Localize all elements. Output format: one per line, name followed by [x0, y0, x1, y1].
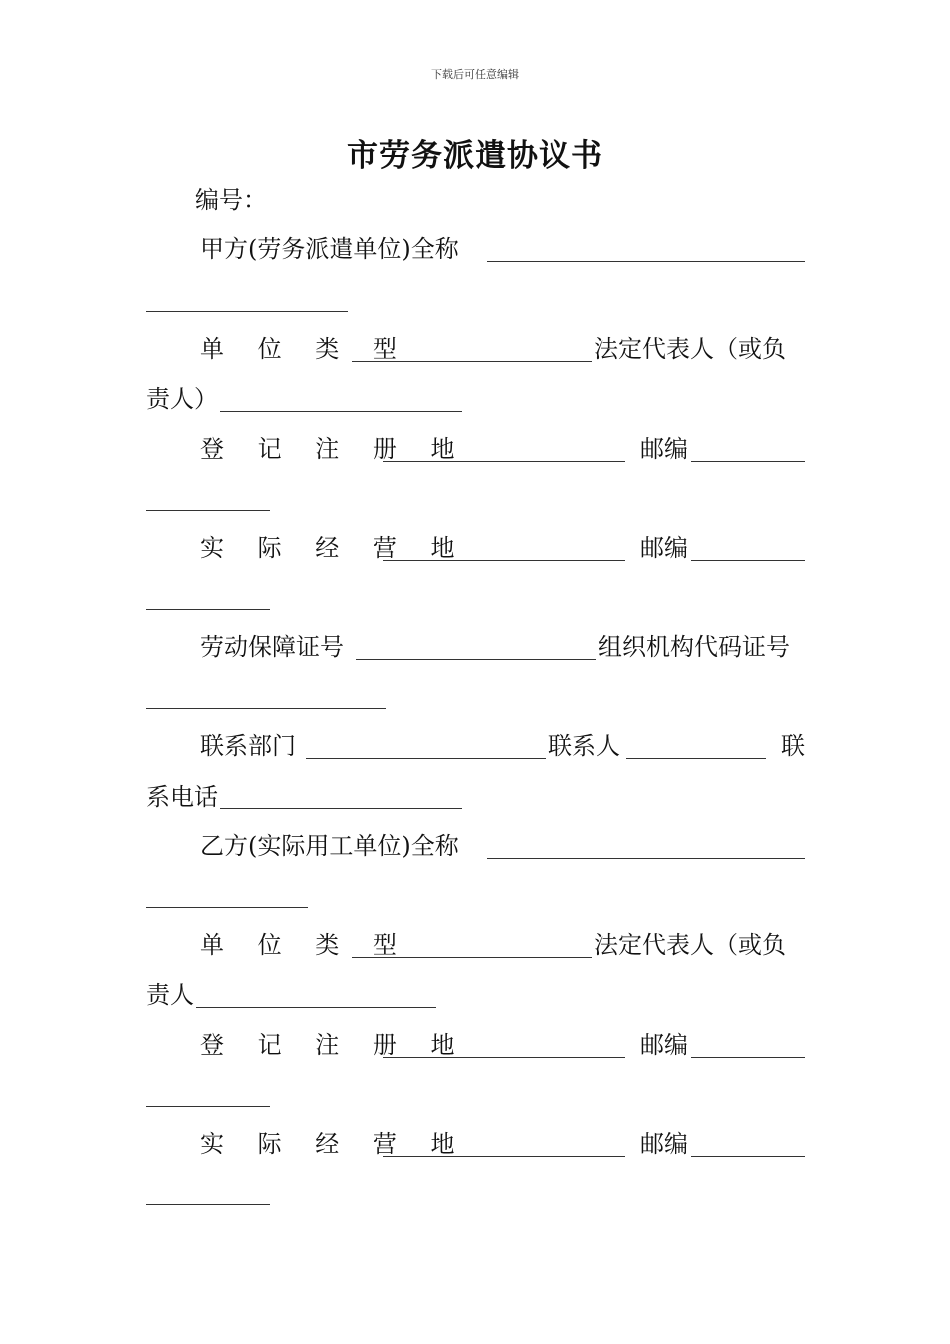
party-a-reg-address-blank[interactable] — [383, 461, 625, 462]
party-b-legal-rep-cont: 责人 — [146, 981, 194, 1009]
party-a-full-name-blank[interactable] — [487, 261, 805, 262]
party-b-full-name-blank[interactable] — [487, 858, 805, 859]
party-a-contact-phone-label-b: 系电话 — [146, 783, 218, 811]
number-label: 编号： — [195, 186, 267, 214]
party-b-postcode2-label: 邮编 — [640, 1130, 688, 1158]
party-a-postcode-blank[interactable] — [691, 461, 805, 462]
party-b-actual-address-blank[interactable] — [383, 1156, 625, 1157]
party-b-postcode-blank[interactable] — [691, 1057, 805, 1058]
party-a-unit-type-label: 单 位 类 型 — [200, 335, 410, 363]
party-a-contact-phone-label-a: 联 — [781, 732, 805, 760]
party-a-postcode-label: 邮编 — [640, 435, 688, 463]
party-a-actual-address-label: 实 际 经 营 地 — [200, 534, 468, 562]
party-b-full-name-label: 乙方(实际用工单位)全称 — [200, 832, 459, 860]
party-a-labor-cert-label: 劳动保障证号 — [200, 633, 344, 661]
party-a-org-code-label: 组织机构代码证号 — [598, 633, 790, 661]
party-b-full-name-blank-2[interactable] — [146, 907, 308, 908]
party-b-legal-rep-blank[interactable] — [196, 1007, 436, 1008]
party-a-postcode2-blank-2[interactable] — [146, 609, 270, 610]
party-b-unit-type-blank[interactable] — [352, 957, 592, 958]
party-b-postcode2-blank[interactable] — [691, 1156, 805, 1157]
party-a-actual-address-blank[interactable] — [383, 560, 625, 561]
party-a-full-name-blank-2[interactable] — [146, 311, 348, 312]
party-a-unit-type-blank[interactable] — [352, 361, 592, 362]
party-a-postcode-blank-2[interactable] — [146, 510, 270, 511]
party-b-legal-rep-label: 法定代表人（或负 — [594, 931, 786, 959]
party-b-postcode2-blank-2[interactable] — [146, 1204, 270, 1205]
party-b-postcode-label: 邮编 — [640, 1031, 688, 1059]
party-b-postcode-blank-2[interactable] — [146, 1106, 270, 1107]
party-a-contact-phone-blank[interactable] — [220, 808, 462, 809]
party-a-legal-rep-label: 法定代表人（或负 — [594, 335, 786, 363]
party-a-contact-dept-blank[interactable] — [306, 758, 546, 759]
party-b-actual-address-label: 实 际 经 营 地 — [200, 1130, 468, 1158]
party-a-postcode2-blank[interactable] — [691, 560, 805, 561]
party-a-contact-person-label: 联系人 — [548, 732, 620, 760]
party-a-full-name-label: 甲方(劳务派遣单位)全称 — [200, 235, 459, 263]
party-b-reg-address-blank[interactable] — [383, 1057, 625, 1058]
party-a-legal-rep-cont: 责人） — [146, 385, 218, 413]
party-a-org-code-blank[interactable] — [146, 708, 386, 709]
party-a-contact-dept-label: 联系部门 — [200, 732, 296, 760]
party-a-postcode2-label: 邮编 — [640, 534, 688, 562]
party-a-contact-person-blank[interactable] — [626, 758, 766, 759]
party-a-legal-rep-blank[interactable] — [220, 411, 462, 412]
page-header: 下载后可任意编辑 — [431, 68, 519, 81]
party-b-unit-type-label: 单 位 类 型 — [200, 931, 410, 959]
party-a-labor-cert-blank[interactable] — [356, 659, 596, 660]
document-title: 市劳务派遣协议书 — [347, 138, 603, 174]
party-a-reg-address-label: 登 记 注 册 地 — [200, 435, 468, 463]
party-b-reg-address-label: 登 记 注 册 地 — [200, 1031, 468, 1059]
